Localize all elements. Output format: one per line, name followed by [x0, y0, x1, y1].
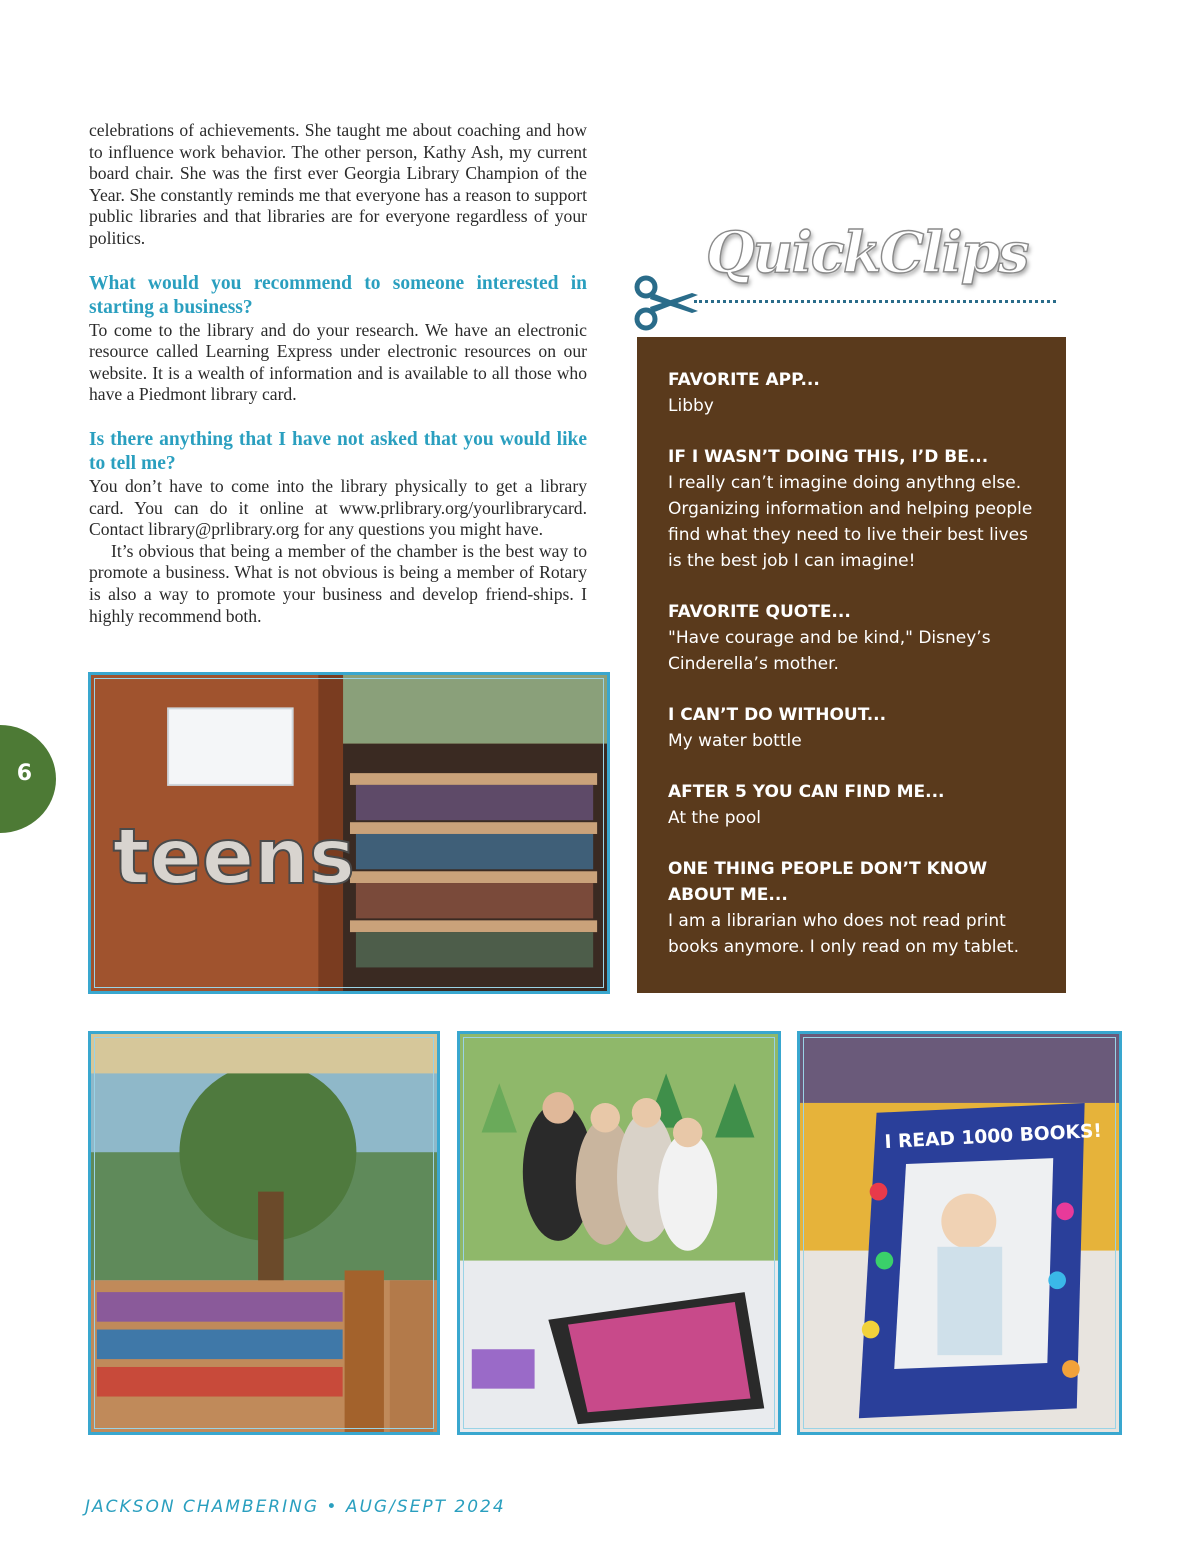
quick-clip-answer: At the pool	[668, 808, 762, 828]
scissors-icon	[632, 275, 702, 333]
quick-clips-title: QuickClips	[706, 220, 1028, 286]
photo-1000-books	[797, 1031, 1122, 1435]
quick-clip-item	[668, 444, 1046, 574]
quick-clip-question: AFTER 5 YOU CAN FIND ME...	[668, 782, 945, 802]
question-heading: Is there anything that I have not asked that you would like to tell me?	[89, 428, 587, 474]
quick-clip-item	[668, 856, 1046, 960]
cut-line	[694, 300, 1056, 303]
quick-clip-question: I CAN’T DO WITHOUT...	[668, 705, 887, 725]
quick-clips-box	[637, 337, 1066, 993]
quick-clip-answer: "Have courage and be kind," Disney’s Cinderella’s mother.	[668, 628, 991, 674]
quick-clip-answer: My water bottle	[668, 731, 802, 751]
article-paragraph: It’s obvious that being a member of the chamber is the best way to promote a business. What is not obvious is being a member of Rotary is also a way to promote your business and develop friend-ships. I highly recommend both.	[89, 540, 587, 626]
teens-sign-text: teens	[112, 813, 355, 902]
quick-clip-question: FAVORITE QUOTE...	[668, 602, 851, 622]
quick-clip-item	[668, 367, 1046, 419]
quick-clip-item	[668, 779, 1046, 831]
page-number-tab	[0, 725, 56, 833]
quick-clip-item	[668, 599, 1046, 677]
photo-teens-area	[88, 672, 610, 994]
question-heading: What would you recommend to someone interested in starting a business?	[89, 272, 587, 318]
quick-clip-question: FAVORITE APP...	[668, 370, 820, 390]
quick-clip-answer: I really can’t imagine doing anythng else. Organizing information and helping people find what they need to live their best lives is the best job I can imagine!	[668, 473, 1033, 571]
photo-mural-area	[88, 1031, 440, 1435]
quick-clip-question: ONE THING PEOPLE DON’T KNOW ABOUT ME...	[668, 859, 988, 905]
article-paragraph: You don’t have to come into the library physically to get a library card. You can do it online at www.prlibrary.org/yourlibrarycard. Contact library@prlibrary.org for any questions you might have.	[89, 475, 587, 540]
quick-clip-answer: I am a librarian who does not read print books anymore. I only read on my tablet.	[668, 911, 1019, 957]
photo-puzzle-group	[457, 1031, 781, 1435]
frame-text: I READ 1000 BOOKS!	[884, 1120, 1103, 1154]
quick-clip-item	[668, 702, 1046, 754]
footer-publication: JACKSON CHAMBERING • AUG/SEPT 2024	[85, 1497, 506, 1517]
article-column	[89, 120, 587, 627]
article-paragraph: celebrations of achievements. She taught me about coaching and how to influence work behavior. The other person, Kathy Ash, my current board chair. She was the first ever Georgia Library Champion of the Year. She constantly reminds me that everyone has a reason to support public libraries and that libraries are for everyone regardless of your politics.	[89, 120, 587, 248]
quick-clip-question: IF I WASN’T DOING THIS, I’D BE...	[668, 447, 989, 467]
page-number: 6	[16, 761, 32, 786]
quick-clip-answer: Libby	[668, 396, 714, 416]
article-paragraph: To come to the library and do your research. We have an electronic resource called Learning Express under electronic resources on our website. It is a wealth of information and is available to all those who have a Piedmont library card.	[89, 319, 587, 405]
